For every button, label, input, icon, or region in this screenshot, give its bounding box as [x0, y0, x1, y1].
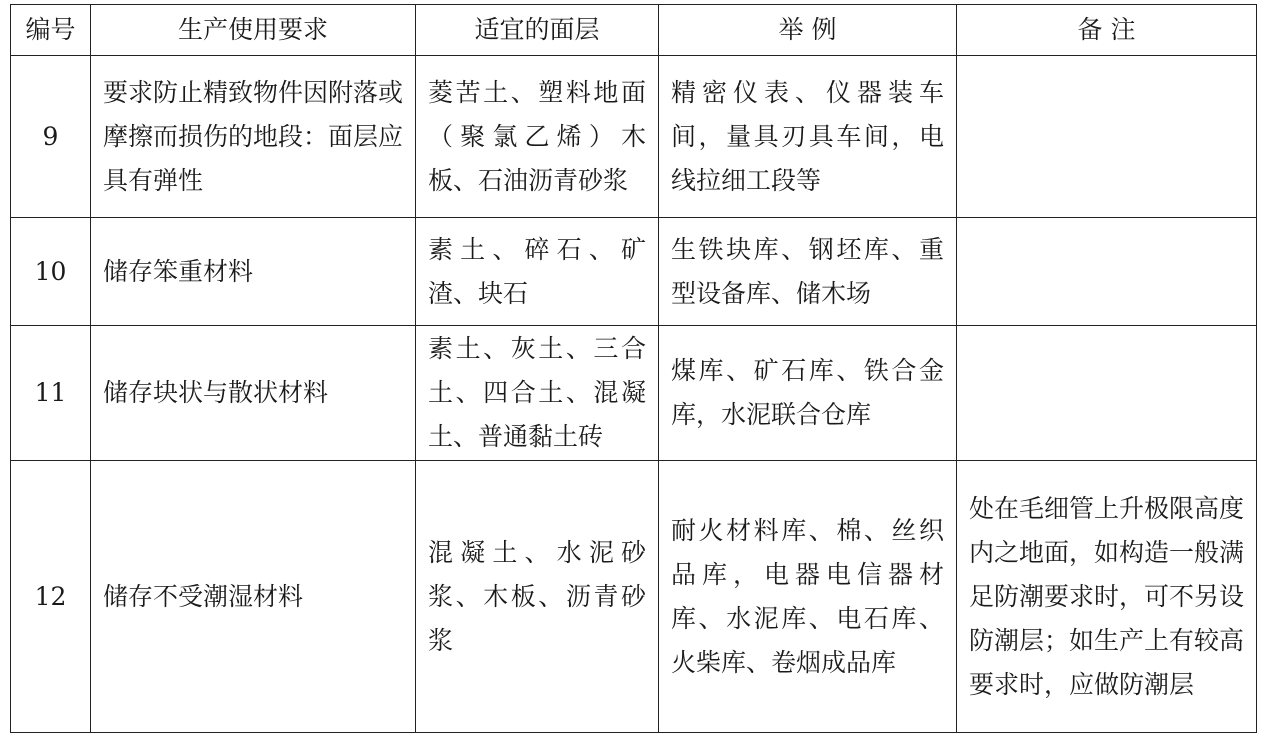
table-row	[11, 326, 1257, 461]
table-row	[11, 218, 1257, 326]
row-surface: 菱苦土、塑料地面（聚氯乙烯）木板、石油沥青砂浆	[416, 56, 659, 218]
row-number: 10	[11, 218, 91, 326]
row-surface: 混凝土、水泥砂浆、木板、沥青砂浆	[416, 461, 659, 733]
row-requirement: 要求防止精致物件因附落或摩擦而损伤的地段：面层应具有弹性	[91, 56, 416, 218]
row-requirement: 储存笨重材料	[91, 218, 416, 326]
row-remark	[957, 56, 1257, 218]
row-surface: 素土、灰土、三合土、四合土、混凝土、普通黏土砖	[416, 326, 659, 461]
row-example: 精密仪表、仪器装车间，量具刃具车间，电线拉细工段等	[659, 56, 957, 218]
header-example: 举 例	[659, 5, 957, 56]
row-remark: 处在毛细管上升极限高度内之地面，如构造一般满足防潮要求时，可不另设防潮层；如生产上有较高要求时，应做防潮层	[957, 461, 1257, 733]
row-requirement: 储存不受潮湿材料	[91, 461, 416, 733]
header-number: 编号	[11, 5, 91, 56]
row-number: 11	[11, 326, 91, 461]
row-surface: 素土、碎石、矿渣、块石	[416, 218, 659, 326]
row-example: 生铁块库、钢坯库、重型设备库、储木场	[659, 218, 957, 326]
row-remark	[957, 218, 1257, 326]
floor-surface-table	[10, 4, 1257, 733]
header-surface: 适宜的面层	[416, 5, 659, 56]
table-row	[11, 461, 1257, 733]
row-number: 12	[11, 461, 91, 733]
row-example: 耐火材料库、棉、丝织品库，电器电信器材库、水泥库、电石库、火柴库、卷烟成品库	[659, 461, 957, 733]
header-remark: 备 注	[957, 5, 1257, 56]
row-example: 煤库、矿石库、铁合金库，水泥联合仓库	[659, 326, 957, 461]
table-row	[11, 56, 1257, 218]
table-header-row	[11, 5, 1257, 56]
row-number: 9	[11, 56, 91, 218]
row-requirement: 储存块状与散状材料	[91, 326, 416, 461]
row-remark	[957, 326, 1257, 461]
header-requirement: 生产使用要求	[91, 5, 416, 56]
